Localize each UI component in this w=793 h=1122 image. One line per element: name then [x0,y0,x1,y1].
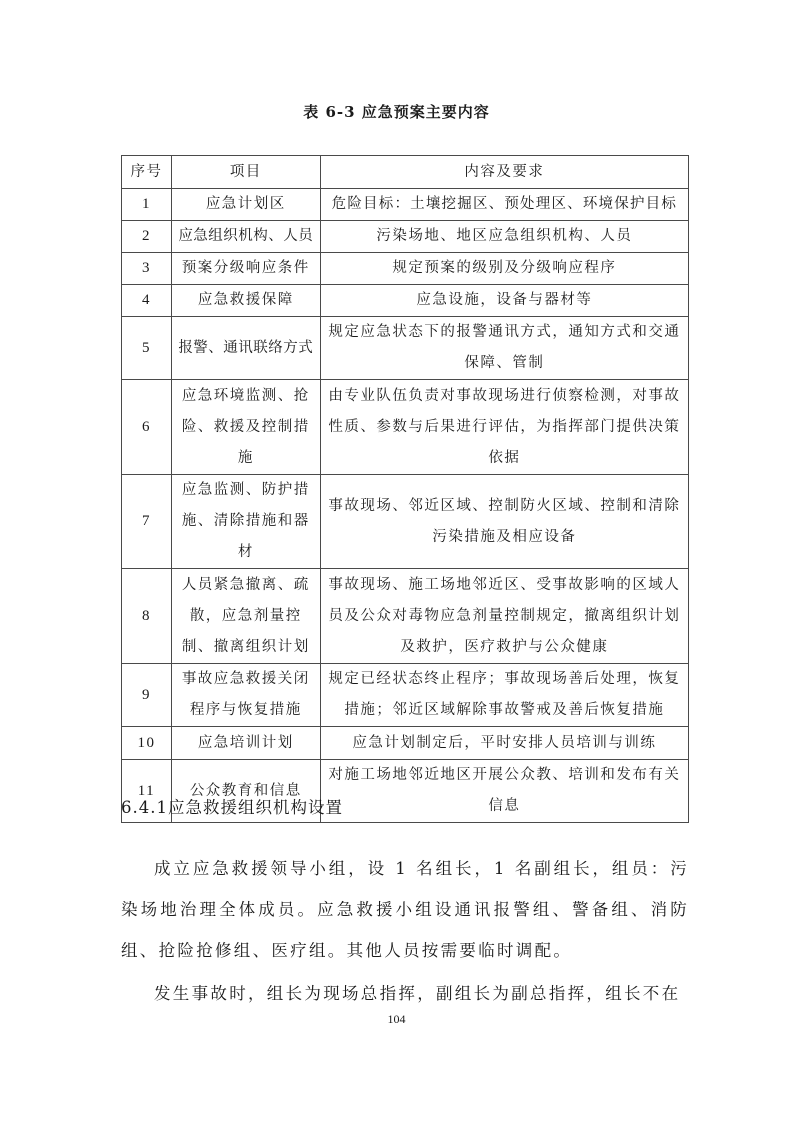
row-no: 1 [122,189,172,221]
table-row [122,285,689,317]
row-content: 规定预案的级别及分级响应程序 [320,253,688,285]
row-item: 预案分级响应条件 [171,253,320,285]
row-no: 2 [122,221,172,253]
table-row [122,664,689,727]
row-item: 应急计划区 [171,189,320,221]
row-item: 应急监测、防护措施、清除措施和器材 [171,475,320,569]
header-item: 项目 [171,156,320,189]
header-content: 内容及要求 [320,156,688,189]
row-content: 事故现场、邻近区域、控制防火区域、控制和清除污染措施及相应设备 [320,475,688,569]
row-content: 事故现场、施工场地邻近区、受事故影响的区域人员及公众对毒物应急剂量控制规定，撤离组织计划及救护，医疗救护与公众健康 [320,569,688,664]
section-heading: 6.4.1应急救援组织机构设置 [121,798,343,817]
row-item: 应急培训计划 [171,727,320,760]
row-no: 6 [122,380,172,475]
row-item: 人员紧急撤离、疏散，应急剂量控制、撤离组织计划 [171,569,320,664]
table-row [122,380,689,475]
table-row [122,253,689,285]
table-title: 表 6-3 应急预案主要内容 [303,103,490,121]
table-row [122,475,689,569]
table-row [122,221,689,253]
row-no: 7 [122,475,172,569]
row-content: 应急计划制定后，平时安排人员培训与训练 [320,727,688,760]
row-no: 10 [122,727,172,760]
row-content: 污染场地、地区应急组织机构、人员 [320,221,688,253]
table-row [122,569,689,664]
row-no: 9 [122,664,172,727]
body-paragraph: 成立应急救援领导小组，设 1 名组长，1 名副组长，组员：污染场地治理全体成员。应急救援小组设通讯报警组、警备组、消防组、抢险抢修组、医疗组。其他人员按需要临时调配。 [121,858,689,960]
row-item: 事故应急救援关闭程序与恢复措施 [171,664,320,727]
row-content: 规定应急状态下的报警通讯方式，通知方式和交通保障、管制 [320,317,688,380]
body-paragraph: 发生事故时，组长为现场总指挥，副组长为副总指挥，组长不在 [154,983,681,1003]
row-no: 8 [122,569,172,664]
row-content: 对施工场地邻近地区开展公众教、培训和发布有关信息 [320,760,688,823]
row-item: 公众教育和信息 [171,760,320,823]
row-no: 4 [122,285,172,317]
row-content: 由专业队伍负责对事故现场进行侦察检测，对事故性质、参数与后果进行评估，为指挥部门提供决策依据 [320,380,688,475]
row-item: 应急组织机构、人员 [171,221,320,253]
emergency-plan-table [121,155,689,823]
table-header-row [122,156,689,189]
row-item: 应急环境监测、抢险、救援及控制措施 [171,380,320,475]
row-item: 报警、通讯联络方式 [171,317,320,380]
row-no: 11 [122,760,172,823]
row-no: 3 [122,253,172,285]
row-item: 应急救援保障 [171,285,320,317]
row-content: 规定已经状态终止程序；事故现场善后处理，恢复措施；邻近区域解除事故警戒及善后恢复措施 [320,664,688,727]
page-number: 104 [387,1012,406,1026]
table-row [122,189,689,221]
table-row [122,317,689,380]
table-row [122,727,689,760]
row-no: 5 [122,317,172,380]
header-no: 序号 [122,156,172,189]
row-content: 应急设施，设备与器材等 [320,285,688,317]
row-content: 危险目标：土壤挖掘区、预处理区、环境保护目标 [320,189,688,221]
